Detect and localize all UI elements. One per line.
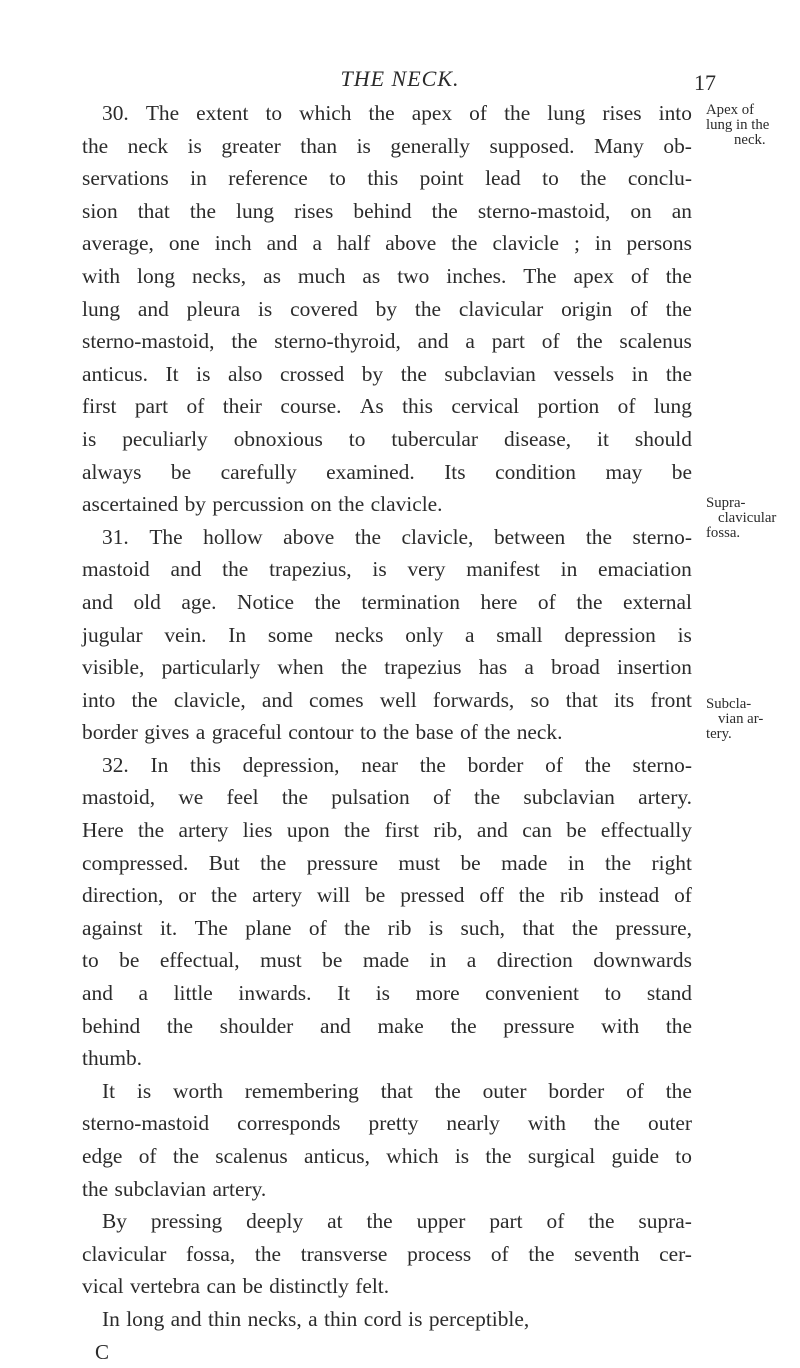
text-line: and a little inwards. It is more convenient to stand <box>82 981 692 1006</box>
text-line: Here the artery lies upon the first rib, and can be effectually <box>82 818 692 843</box>
text-line: mastoid, we feel the pulsation of the subclavian artery. <box>82 785 692 810</box>
text-line: 31. The hollow above the clavicle, between the sterno- <box>102 524 692 549</box>
text-line: sterno-mastoid corresponds pretty nearly with the outer <box>82 1111 692 1136</box>
text-line: anticus. It is also crossed by the subclavian vessels in the <box>82 361 692 386</box>
text-line: is peculiarly obnoxious to tubercular disease, it should <box>82 426 692 451</box>
text-line: servations in reference to this point lead to the conclu- <box>82 166 692 191</box>
text-line: compressed. But the pressure must be made in the right <box>82 850 692 875</box>
text-line: and old age. Notice the termination here of the external <box>82 589 692 614</box>
text-line: 32. In this depression, near the border of the sterno- <box>102 752 692 777</box>
body-text <box>82 97 692 1368</box>
text-line: In long and thin necks, a thin cord is perceptible, <box>102 1306 530 1331</box>
margin-note-line: Subcla- <box>706 696 752 712</box>
margin-note-line: lung in the <box>706 117 770 133</box>
text-line: vical vertebra can be distinctly felt. <box>82 1274 390 1299</box>
text-line: the neck is greater than is generally supposed. Many ob- <box>82 133 692 158</box>
text-line: clavicular fossa, the transverse process of the seventh cer- <box>82 1241 692 1266</box>
margin-note-supraclavicular-fossa <box>706 496 796 541</box>
text-line: with long necks, as much as two inches. The apex of the <box>82 263 692 288</box>
text-line: first part of their course. As this cervical portion of lung <box>82 394 692 419</box>
margin-note-line: Supra- <box>706 495 746 511</box>
margin-note-line: fossa. <box>706 525 741 541</box>
text-line: sion that the lung rises behind the sterno-mastoid, on an <box>82 198 692 223</box>
running-head: THE NECK. <box>340 66 460 91</box>
text-line: visible, particularly when the trapezius has a broad insertion <box>82 655 692 680</box>
text-line: mastoid and the trapezius, is very manifest in emaciation <box>82 557 692 582</box>
text-line: By pressing deeply at the upper part of the supra- <box>102 1209 692 1234</box>
text-line: jugular vein. In some necks only a small depression is <box>82 622 692 647</box>
text-line: direction, or the artery will be pressed off the rib instead of <box>82 883 692 908</box>
text-line: behind the shoulder and make the pressure with the <box>82 1013 692 1038</box>
page-number: 17 <box>694 70 716 95</box>
text-line: It is worth remembering that the outer border of the <box>102 1078 692 1103</box>
margin-note-line: Apex of <box>706 102 755 118</box>
text-line: always be carefully examined. Its condition may be <box>82 459 692 484</box>
text-line: average, one inch and a half above the clavicle ; in persons <box>82 231 692 256</box>
text-line: ascertained by percussion on the clavicle. <box>82 492 443 517</box>
text-line: border gives a graceful contour to the base of the neck. <box>82 720 563 745</box>
text-line: edge of the scalenus anticus, which is the surgical guide to <box>82 1144 692 1168</box>
text-line: lung and pleura is covered by the clavicular origin of the <box>82 296 692 321</box>
text-line: into the clavicle, and comes well forwards, so that its front <box>82 687 692 712</box>
margin-note-apex-of-lung <box>706 103 796 148</box>
text-line: to be effectual, must be made in a direction downwards <box>82 948 692 973</box>
margin-note-line: clavicular <box>718 510 777 526</box>
text-line: 30. The extent to which the apex of the lung rises into <box>102 101 692 125</box>
margin-note-line: tery. <box>706 726 732 742</box>
signature-mark: C <box>95 1339 110 1364</box>
margin-note-line: vian ar- <box>718 711 764 727</box>
text-line: against it. The plane of the rib is such, that the pressure, <box>82 915 692 940</box>
text-line: the subclavian artery. <box>82 1176 267 1201</box>
text-line: thumb. <box>82 1046 143 1071</box>
text-line: sterno-mastoid, the sterno-thyroid, and a part of the scalenus <box>82 329 692 354</box>
margin-note-subclavian-artery <box>706 697 796 742</box>
margin-note-line: neck. <box>734 132 766 148</box>
